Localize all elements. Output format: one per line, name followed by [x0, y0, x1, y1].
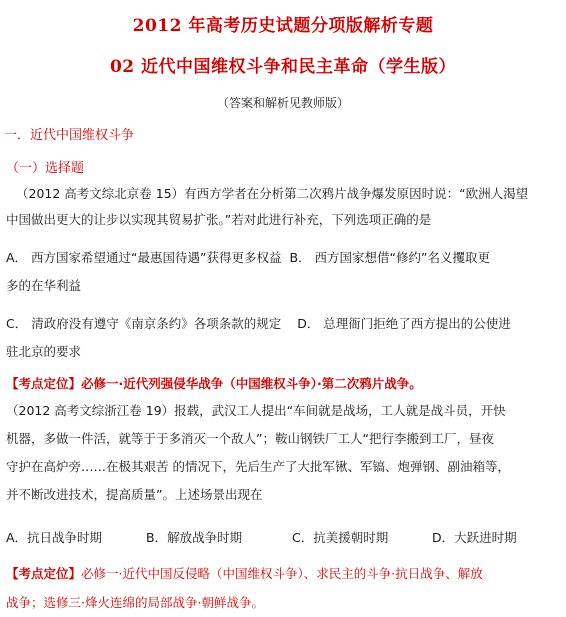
q2-kaodian-tag: 【考点定位】: [6, 566, 82, 581]
answer-note: （答案和解析见教师版）: [216, 96, 349, 110]
q1-option-d-cont: 驻北京的要求: [6, 344, 82, 359]
q1-option-d: D． 总理衙门拒绝了西方提出的公使进: [297, 316, 511, 331]
q2-option-b: B．解放战争时期: [146, 530, 243, 545]
section-heading: 一．近代中国维权斗争: [4, 128, 135, 143]
q2-kaodian-text-1: 必修一·近代中国反侵略（中国维权斗争）、求民主的斗争·抗日战争、解放: [81, 566, 483, 581]
subsection-heading: （一）选择题: [6, 161, 85, 176]
q1-kaodian: 【考点定位】必修一·近代列强侵华战争（中国维权斗争）·第二次鸦片战争。: [6, 376, 422, 391]
q2-stem-line-3: 守护在高炉旁……在极其艰苦 的情况下，先后生产了大批军锹、军镐、炮弹钢、副油箱等，: [6, 459, 510, 474]
q1-options-row-1: [6, 245, 560, 271]
document-subtitle: 02 近代中国维权斗争和民主革命（学生版）: [109, 57, 457, 77]
q1-options-row-2: [6, 311, 560, 337]
q1-option-b: B． 西方国家想借“修约”名义攫取更: [289, 250, 490, 265]
q2-stem-line-1: （2012 高考文综浙江卷 19）报载，武汉工人提出“车间就是战场，工人就是战斗员，开快: [6, 403, 506, 418]
q1-option-b-cont: 多的在华利益: [6, 278, 82, 293]
q1-stem-line-1: （2012 高考文综北京卷 15）有西方学者在分析第二次鸦片战争爆发原因时说：“欧洲人渴望: [16, 186, 529, 201]
q2-kaodian-line-2: 战争；选修三·烽火连绵的局部战争·朝鲜战争。: [6, 595, 264, 610]
q2-kaodian-line-1: [6, 560, 560, 587]
q2-option-a: A．抗日战争时期: [6, 530, 103, 545]
q1-option-c: C． 清政府没有遵守《南京条约》各项条款的规定: [6, 316, 282, 331]
q2-option-d: D．大跃进时期: [432, 530, 517, 545]
q2-stem-line-4: 并不断改进技术，提高质量”。上述场景出现在: [6, 487, 263, 502]
q2-option-c: C．抗美援朝时期: [292, 530, 389, 545]
q1-stem-line-2: 中国做出更大的让步以实现其贸易扩张。”若对此进行补充，下列选项正确的是: [6, 212, 432, 227]
q2-stem-line-2: 机器，多做一件活，就等于于多消灭一个敌人”；鞍山钢铁厂工人“把行李搬到工厂，昼夜: [6, 431, 494, 446]
document-title: 2012 年高考历史试题分项版解析专题: [132, 16, 434, 36]
q1-option-a: A． 西方国家希望通过“最惠国待遇”获得更多权益: [6, 250, 282, 265]
q2-options-row: [6, 525, 560, 551]
